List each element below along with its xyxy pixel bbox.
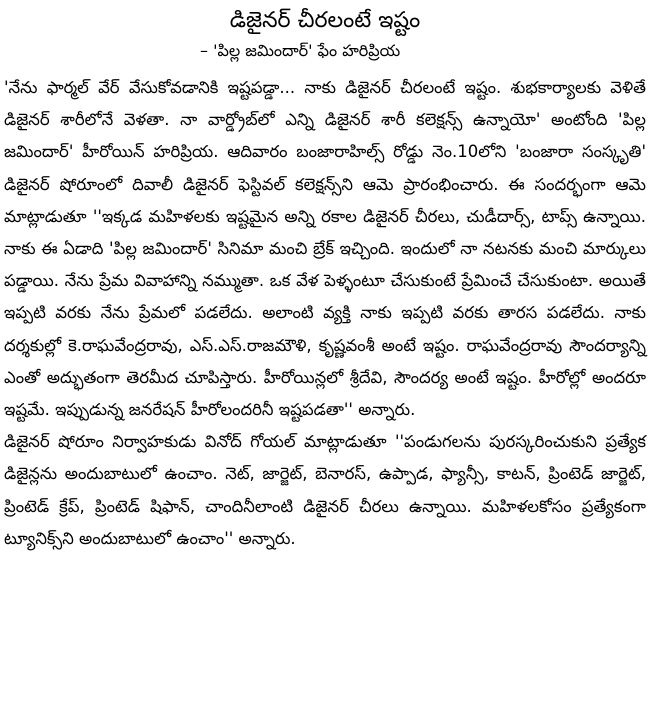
article-headline: డిజైనర్ చీరలంటే ఇష్టం bbox=[229, 8, 421, 33]
article-paragraph-1: 'నేను ఫార్మల్ వేర్ వేసుకోవడానికి ఇష్టపడ్డా... నాకు డిజైనర్ చీరలంటే ఇష్టం. శుభకార్యాలకు వెళితే డిజైనర్ శారీలోనే వెళతా. నా వార్డ్రోబ్‌లో ఎన్ని డిజైనర్ శారీ కలెక్షన్స్ ఉన్నాయో' అంటోంది 'పిల్ల జమిందార్' హీరోయిన్ హరిప్రియ. ఆదివారం బంజారాహిల్స్ రోడ్డు నెం.10లోని 'బంజారా సంస్కృతి' డిజైనర్ షోరూంలో దివాలీ డిజైనర్ ఫెస్టివల్ కలెక్షన్స్‌ని ఆమె ప్రారంభించారు. ఈ సందర్భంగా ఆమె మాట్లాడుతూ ''ఇక్కడ మహిళలకు ఇష్టమైన అన్ని రకాల డిజైనర్ చీరలు, చుడీదార్స్, టాప్స్ ఉన్నాయి. నాకు ఈ ఏడాది 'పిల్ల జమిందార్' సినిమా మంచి బ్రేక్ ఇచ్చింది. ఇందులో నా నటనకు మంచి మార్కులు పడ్డాయి. నేను ప్రేమ వివాహాన్ని నమ్ముతా. ఒక వేళ పెళ్ళంటూ చేసుకుంటే ప్రేమించే చేసుకుంటా. అయితే ఇప్పటి వరకు నేను ప్రేమలో పడలేదు. అలాంటి వ్యక్తి నాకు ఇప్పటి వరకు తారస పడలేదు. నాకు దర్శకుల్లో కె.రాఘవేంద్రరావు, ఎస్.ఎస్.రాజమౌళి, కృష్ణవంశీ అంటే ఇష్టం. రాఘవేంద్రరావు సౌందర్యాన్ని ఎంతో అద్భుతంగా తెరమీద చూపిస్తారు. హీరోయిన్లలో శ్రీదేవి, సౌందర్య అంటే ఇష్టం. హీరోల్లో అందరూ ఇష్టమే. ఇప్పుడున్న జనరేషన్ హీరోలందరినీ ఇష్టపడతా'' అన్నారు. bbox=[4, 78, 646, 420]
article-paragraph-2: డిజైనర్ షోరూం నిర్వాహకుడు వినోద్ గోయల్ మాట్లాడుతూ ''పండుగలను పురస్కరించుకుని ప్రత్యేక డిజైన్లను అందుబాటులో ఉంచాం. నెట్, జార్జెట్, బెనారస్, ఉప్పాడ, ఫ్యాన్సీ, కాటన్, ప్రింటెడ్ జార్జెట్, ప్రింటెడ్ క్రేప్, ప్రింటెడ్ షిఫాన్, చాందినీలాంటి డిజైనర్ చీరలు ఉన్నాయి. మహిళలకోసం ప్రత్యేకంగా ట్యూనిక్స్‌ని అందుబాటులో ఉంచాం'' అన్నారు. bbox=[4, 432, 646, 548]
article-body bbox=[4, 72, 646, 555]
article-byline: – 'పిల్ల జమిందార్' ఫేం హరిప్రియ bbox=[200, 41, 401, 60]
